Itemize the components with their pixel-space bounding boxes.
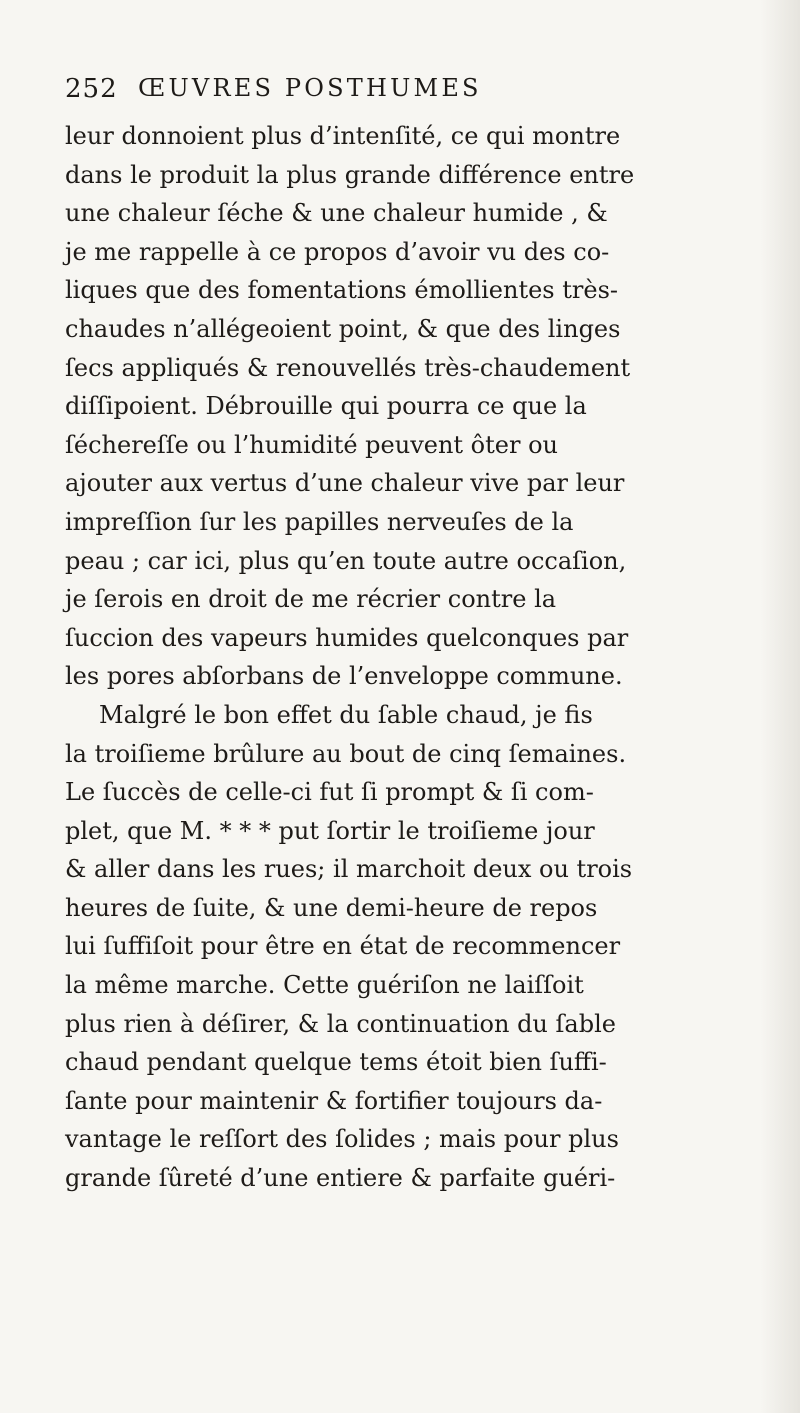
text-line: la troiſieme brûlure au bout de cinq ſemaines. [65, 739, 627, 768]
text-line: impreſſion ſur les papilles nerveuſes de la [65, 507, 574, 536]
text-line: ſéchereſſe ou l’humidité peuvent ôter ou [65, 430, 558, 459]
text-line: une chaleur ſéche & une chaleur humide , & [65, 199, 608, 228]
text-line: heures de ſuite, & une demi-heure de repos [65, 893, 598, 922]
text-line: plet, que M. * * * put ſortir le troiſieme jour [65, 816, 595, 845]
text-line: ſecs appliqués & renouvellés très-chaudement [65, 353, 631, 382]
page-edge-shadow [760, 0, 800, 1413]
text-line: peau ; car ici, plus qu’en toute autre occaſion, [65, 546, 627, 575]
text-line: ſante pour maintenir & fortifier toujours da- [65, 1086, 603, 1115]
text-line: dans le produit la plus grande différence entre [65, 160, 635, 189]
paragraph-start-line: Malgré le bon effet du ſable chaud, je fis [99, 700, 593, 729]
text-line: je me rappelle à ce propos d’avoir vu des co- [65, 237, 610, 266]
text-line: lui ſuffiſoit pour être en état de recommencer [65, 932, 621, 961]
text-line: grande ſûreté d’une entiere & parfaite guéri- [65, 1164, 616, 1193]
text-line: diſſipoient. Débrouille qui pourra ce que la [65, 392, 587, 421]
text-line: chaudes n’allégeoient point, & que des linges [65, 314, 621, 343]
text-line: chaud pendant quelque tems étoit bien ſuffi- [65, 1048, 607, 1077]
text-line: la même marche. Cette guériſon ne laiſſoit [65, 971, 584, 1000]
running-title: ŒUVRES POSTHUMES [138, 74, 482, 102]
text-line: les pores abſorbans de l’enveloppe commune. [65, 662, 623, 691]
page-number: 252 [65, 74, 118, 104]
text-line: liques que des fomentations émollientes très- [65, 276, 618, 305]
text-line: ſuccion des vapeurs humides quelconques par [65, 623, 629, 652]
text-line: vantage le reſſort des ſolides ; mais pour plus [65, 1125, 619, 1154]
text-line: Le ſuccès de celle-ci fut ſi prompt & ſi com- [65, 778, 594, 807]
text-line: leur donnoient plus d’intenſité, ce qui montre [65, 122, 621, 150]
body-text [65, 117, 755, 1198]
page-header [65, 74, 705, 114]
text-line: & aller dans les rues; il marchoit deux ou trois [65, 855, 633, 884]
text-line: ajouter aux vertus d’une chaleur vive par leur [65, 469, 625, 498]
text-line: plus rien à déſirer, & la continuation du ſable [65, 1009, 616, 1038]
text-line: je ſerois en droit de me récrier contre la [65, 585, 557, 614]
